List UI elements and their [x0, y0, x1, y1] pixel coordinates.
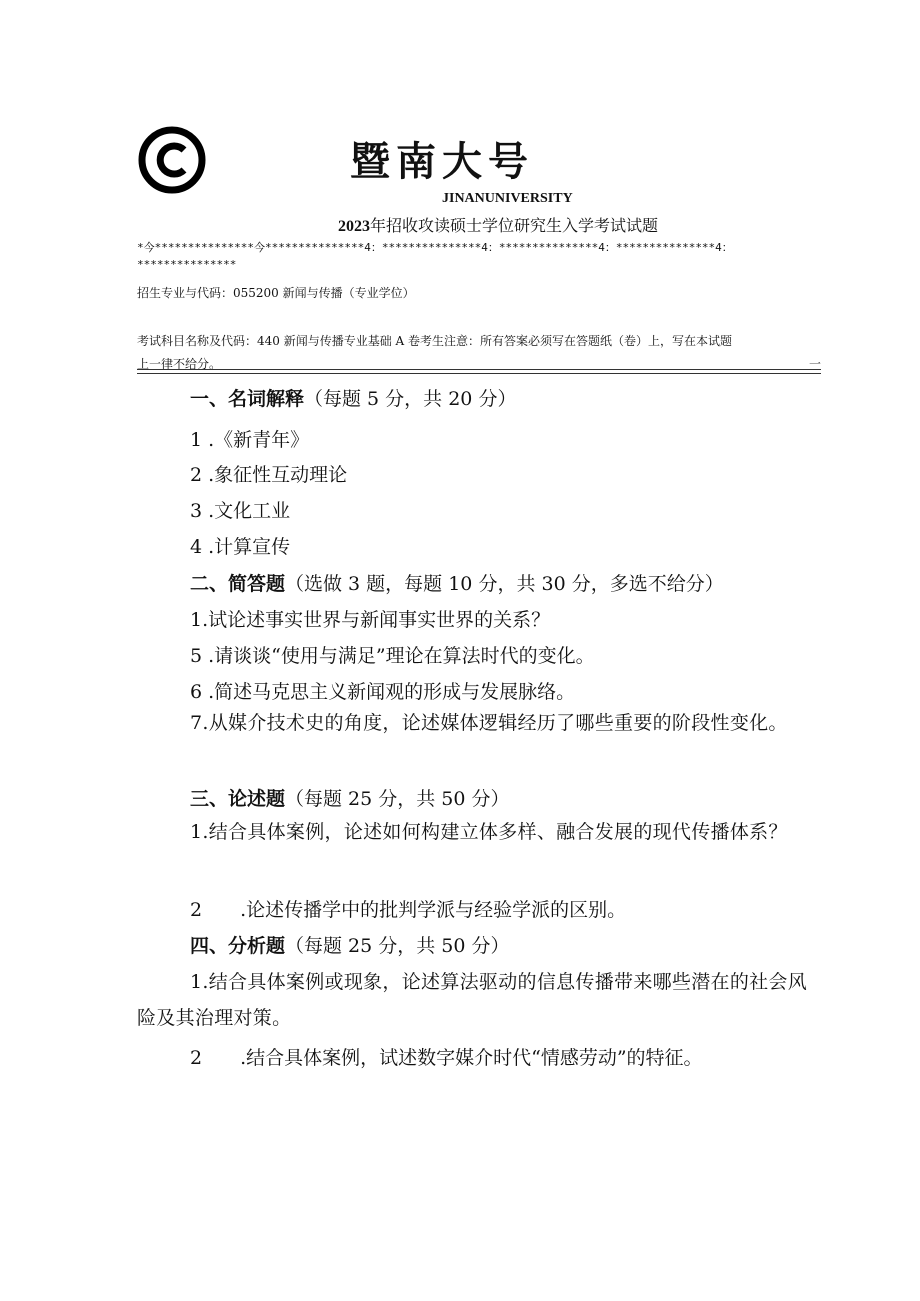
major-code: 招生专业与代码：055200 新闻与传播（专业学位） [137, 286, 415, 300]
question-item: 1.结合具体案例，论述如何构建立体多样、融合发展的现代传播体系？ [190, 821, 788, 843]
university-name-en: JINANUNIVERSITY [442, 191, 573, 206]
question-item: 2 .象征性互动理论 [190, 464, 348, 486]
exam-title-text: 年招收攻读硕士学位研究生入学考试试题 [370, 216, 659, 235]
notice-line: 考试科目名称及代码：440 新闻与传播专业基础 A 卷考生注意：所有答案必须写在答题纸（卷）上，写在本试题 [137, 334, 733, 348]
exam-title [338, 213, 658, 236]
separator-stars: *今***************今***************4：***************4：***************4：***************4： [137, 241, 733, 254]
notice-line: 上一律不给分。 [137, 357, 222, 371]
separator-stars: *************** [137, 258, 237, 271]
section-heading: 三、论述题（每题 25 分，共 50 分） [190, 788, 510, 810]
question-item: 3 .文化工业 [190, 500, 291, 522]
question-item: 1 .《新青年》 [190, 429, 310, 451]
university-name-cn: 暨南大号 [350, 138, 534, 185]
question-item: 4 .计算宣传 [190, 536, 291, 558]
header-divider [137, 369, 821, 374]
question-item: 2 .结合具体案例，试述数字媒介时代“情感劳动”的特征。 [190, 1047, 703, 1069]
question-item: 2 .论述传播学中的批判学派与经验学派的区别。 [190, 899, 627, 921]
notice-dash: 一 [808, 357, 821, 371]
question-item: 6 .简述马克思主义新闻观的形成与发展脉络。 [190, 681, 576, 703]
section-heading: 一、名词解释（每题 5 分，共 20 分） [190, 388, 517, 410]
question-item: 7.从媒介技术史的角度，论述媒体逻辑经历了哪些重要的阶段性变化。 [190, 712, 788, 734]
section-heading: 二、简答题（选做 3 题，每题 10 分，共 30 分，多选不给分） [190, 573, 724, 595]
section-heading: 四、分析题（每题 25 分，共 50 分） [190, 935, 510, 957]
question-item: 1.试论述事实世界与新闻事实世界的关系？ [190, 609, 551, 631]
question-item: 1.结合具体案例或现象，论述算法驱动的信息传播带来哪些潜在的社会风险及其治理对策。 [137, 971, 808, 1029]
copyright-icon [137, 125, 207, 195]
question-item: 5 .请谈谈“使用与满足”理论在算法时代的变化。 [190, 645, 595, 667]
exam-year: 2023 [338, 218, 370, 235]
